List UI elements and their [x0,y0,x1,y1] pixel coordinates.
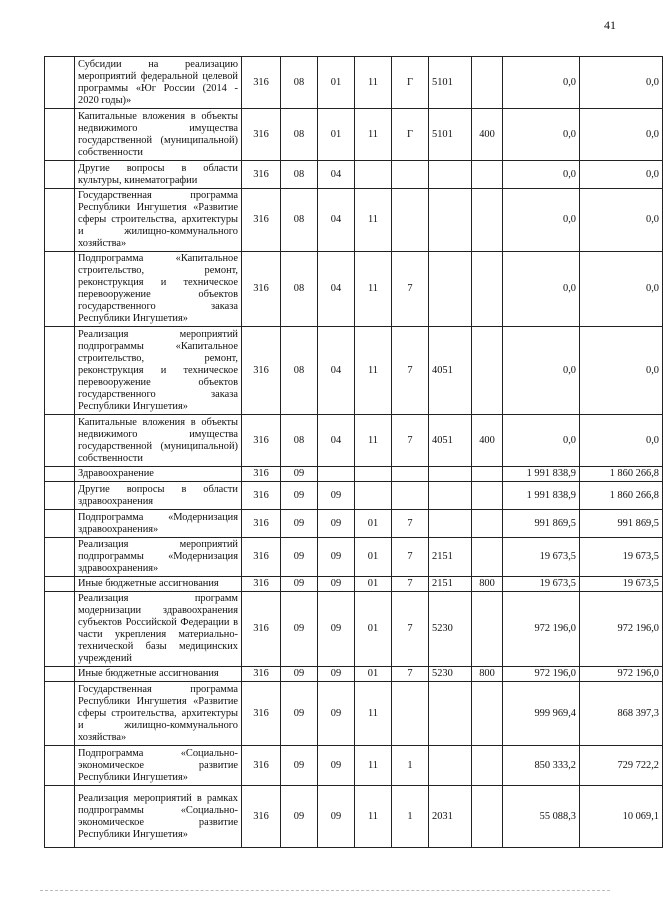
expense-type-code [472,189,503,252]
ministry-code: 316 [242,161,281,189]
row-number-cell [45,252,75,327]
table-row [45,109,663,161]
section-code: 08 [281,189,318,252]
budget-table-body [45,57,663,848]
amount-2016: 991 869,5 [580,510,663,538]
amount-2016: 972 196,0 [580,592,663,667]
table-row [45,577,663,592]
table-row [45,482,663,510]
section-code: 09 [281,577,318,592]
amount-2015: 972 196,0 [503,592,580,667]
table-row [45,538,663,577]
amount-2016: 0,0 [580,189,663,252]
row-number-cell [45,109,75,161]
amount-2015: 972 196,0 [503,667,580,682]
budget-table [44,56,663,848]
amount-2016: 19 673,5 [580,577,663,592]
amount-2016: 0,0 [580,57,663,109]
direction-code: 5230 [429,592,472,667]
amount-2015: 0,0 [503,57,580,109]
row-name: Государственная программа Республики Ингушетия «Развитие сферы строительства, архитектуры и жилищно-коммунального хозяйства» [75,189,242,252]
table-row [45,786,663,848]
table-row [45,510,663,538]
amount-2015: 19 673,5 [503,577,580,592]
row-number-cell [45,786,75,848]
direction-code: 2031 [429,786,472,848]
subsection-code: 09 [318,510,355,538]
amount-2015: 19 673,5 [503,538,580,577]
ministry-code: 316 [242,415,281,467]
table-row [45,746,663,786]
program-code: 11 [355,786,392,848]
amount-2015: 0,0 [503,189,580,252]
subsection-code: 09 [318,682,355,746]
subprogram-code: 7 [392,510,429,538]
row-number-cell [45,327,75,415]
subprogram-code [392,161,429,189]
row-name: Подпрограмма «Капитальное строительство, ремонт, реконструкция и техническое перевооружение объектов государственного заказа Республики Ингушетия» [75,252,242,327]
program-code: 01 [355,538,392,577]
row-name: Капитальные вложения в объекты недвижимого имущества государственной (муниципальной) собственности [75,415,242,467]
row-name: Подпрограмма «Модернизация здравоохранения» [75,510,242,538]
table-row [45,189,663,252]
table-row [45,667,663,682]
expense-type-code [472,746,503,786]
amount-2016: 19 673,5 [580,538,663,577]
section-code: 09 [281,467,318,482]
table-row [45,592,663,667]
amount-2015: 55 088,3 [503,786,580,848]
table-row [45,682,663,746]
ministry-code: 316 [242,467,281,482]
subprogram-code: Г [392,109,429,161]
amount-2015: 850 333,2 [503,746,580,786]
direction-code [429,482,472,510]
program-code: 11 [355,252,392,327]
table-row [45,327,663,415]
section-code: 09 [281,482,318,510]
row-number-cell [45,538,75,577]
subsection-code: 01 [318,57,355,109]
row-name: Реализация мероприятий подпрограммы «Капитальное строительство, ремонт, реконструкция и техническое перевооружение объектов государственного заказа Республики Ингушетия» [75,327,242,415]
table-row [45,415,663,467]
amount-2016: 1 860 266,8 [580,467,663,482]
direction-code [429,510,472,538]
direction-code: 4051 [429,415,472,467]
amount-2015: 999 969,4 [503,682,580,746]
direction-code: 4051 [429,327,472,415]
section-code: 09 [281,682,318,746]
expense-type-code: 400 [472,109,503,161]
row-name: Субсидии на реализацию мероприятий федеральной целевой программы «Юг России (2014 - 2020 годы)» [75,57,242,109]
section-code: 09 [281,510,318,538]
subsection-code: 04 [318,327,355,415]
table-row [45,467,663,482]
subprogram-code: 7 [392,592,429,667]
section-code: 09 [281,667,318,682]
row-number-cell [45,57,75,109]
amount-2015: 0,0 [503,327,580,415]
expense-type-code [472,592,503,667]
subprogram-code: 1 [392,786,429,848]
row-number-cell [45,161,75,189]
row-number-cell [45,682,75,746]
expense-type-code [472,482,503,510]
expense-type-code [472,252,503,327]
ministry-code: 316 [242,252,281,327]
amount-2016: 0,0 [580,415,663,467]
row-number-cell [45,667,75,682]
amount-2015: 991 869,5 [503,510,580,538]
amount-2016: 0,0 [580,109,663,161]
program-code: 11 [355,682,392,746]
subprogram-code [392,189,429,252]
table-row [45,252,663,327]
ministry-code: 316 [242,57,281,109]
amount-2015: 0,0 [503,161,580,189]
program-code: 01 [355,577,392,592]
section-code: 08 [281,161,318,189]
ministry-code: 316 [242,592,281,667]
expense-type-code: 800 [472,667,503,682]
program-code: 11 [355,746,392,786]
row-name: Другие вопросы в области здравоохранения [75,482,242,510]
amount-2015: 1 991 838,9 [503,482,580,510]
amount-2015: 0,0 [503,252,580,327]
table-row [45,161,663,189]
ministry-code: 316 [242,189,281,252]
expense-type-code [472,682,503,746]
subprogram-code [392,467,429,482]
subsection-code: 01 [318,109,355,161]
subprogram-code: Г [392,57,429,109]
program-code [355,161,392,189]
page-number: 41 [604,18,616,32]
subprogram-code: 7 [392,577,429,592]
ministry-code: 316 [242,538,281,577]
direction-code [429,746,472,786]
amount-2016: 0,0 [580,252,663,327]
expense-type-code: 400 [472,415,503,467]
ministry-code: 316 [242,746,281,786]
subprogram-code: 1 [392,746,429,786]
direction-code: 5101 [429,109,472,161]
row-name: Другие вопросы в области культуры, кинематографии [75,161,242,189]
subsection-code: 09 [318,746,355,786]
subsection-code: 09 [318,577,355,592]
subsection-code: 04 [318,161,355,189]
row-number-cell [45,592,75,667]
row-number-cell [45,482,75,510]
amount-2016: 1 860 266,8 [580,482,663,510]
program-code: 11 [355,109,392,161]
section-code: 08 [281,252,318,327]
amount-2015: 0,0 [503,109,580,161]
subprogram-code [392,682,429,746]
section-code: 09 [281,538,318,577]
row-number-cell [45,510,75,538]
ministry-code: 316 [242,482,281,510]
subsection-code: 04 [318,252,355,327]
subsection-code: 09 [318,592,355,667]
ministry-code: 316 [242,577,281,592]
expense-type-code: 800 [472,577,503,592]
subprogram-code: 7 [392,252,429,327]
amount-2016: 0,0 [580,161,663,189]
row-name: Капитальные вложения в объекты недвижимого имущества государственной (муниципальной) собственности [75,109,242,161]
amount-2016: 729 722,2 [580,746,663,786]
subsection-code: 04 [318,415,355,467]
program-code: 01 [355,510,392,538]
row-name: Иные бюджетные ассигнования [75,577,242,592]
direction-code [429,682,472,746]
program-code [355,482,392,510]
direction-code [429,252,472,327]
direction-code: 5101 [429,57,472,109]
row-name: Реализация мероприятий подпрограммы «Модернизация здравоохранения» [75,538,242,577]
row-name: Здравоохранение [75,467,242,482]
amount-2015: 1 991 838,9 [503,467,580,482]
row-name: Подпрограмма «Социально-экономическое развитие Республики Ингушетия» [75,746,242,786]
amount-2016: 0,0 [580,327,663,415]
subsection-code: 09 [318,667,355,682]
amount-2016: 10 069,1 [580,786,663,848]
expense-type-code [472,510,503,538]
ministry-code: 316 [242,327,281,415]
program-code: 11 [355,189,392,252]
section-code: 09 [281,592,318,667]
row-number-cell [45,415,75,467]
section-code: 08 [281,109,318,161]
row-name: Государственная программа Республики Ингушетия «Развитие сферы строительства, архитектуры и жилищно-коммунального хозяйства» [75,682,242,746]
ministry-code: 316 [242,786,281,848]
row-number-cell [45,467,75,482]
row-number-cell [45,189,75,252]
subsection-code: 04 [318,189,355,252]
ministry-code: 316 [242,510,281,538]
direction-code [429,161,472,189]
row-name: Реализация мероприятий в рамках подпрограммы «Социально-экономическое развитие Республики Ингушетия» [75,786,242,848]
program-code: 11 [355,415,392,467]
expense-type-code [472,786,503,848]
direction-code: 2151 [429,538,472,577]
subprogram-code [392,482,429,510]
subsection-code: 09 [318,538,355,577]
section-code: 08 [281,57,318,109]
direction-code [429,189,472,252]
subprogram-code: 7 [392,667,429,682]
ministry-code: 316 [242,667,281,682]
expense-type-code [472,538,503,577]
row-name: Иные бюджетные ассигнования [75,667,242,682]
ministry-code: 316 [242,682,281,746]
subsection-code: 09 [318,482,355,510]
amount-2015: 0,0 [503,415,580,467]
expense-type-code [472,327,503,415]
direction-code [429,467,472,482]
amount-2016: 868 397,3 [580,682,663,746]
table-row [45,57,663,109]
program-code: 01 [355,592,392,667]
program-code: 11 [355,327,392,415]
section-code: 08 [281,327,318,415]
program-code: 11 [355,57,392,109]
row-name: Реализация программ модернизации здравоохранения субъектов Российской Федерации в части укрепления материально-технической базы медицинских учреждений [75,592,242,667]
subprogram-code: 7 [392,327,429,415]
amount-2016: 972 196,0 [580,667,663,682]
program-code: 01 [355,667,392,682]
expense-type-code [472,161,503,189]
subsection-code: 09 [318,786,355,848]
expense-type-code [472,57,503,109]
subprogram-code: 7 [392,538,429,577]
subprogram-code: 7 [392,415,429,467]
section-code: 08 [281,415,318,467]
direction-code: 5230 [429,667,472,682]
row-number-cell [45,746,75,786]
direction-code: 2151 [429,577,472,592]
row-number-cell [45,577,75,592]
expense-type-code [472,467,503,482]
bottom-divider [40,890,610,891]
section-code: 09 [281,746,318,786]
ministry-code: 316 [242,109,281,161]
program-code [355,467,392,482]
subsection-code [318,467,355,482]
section-code: 09 [281,786,318,848]
